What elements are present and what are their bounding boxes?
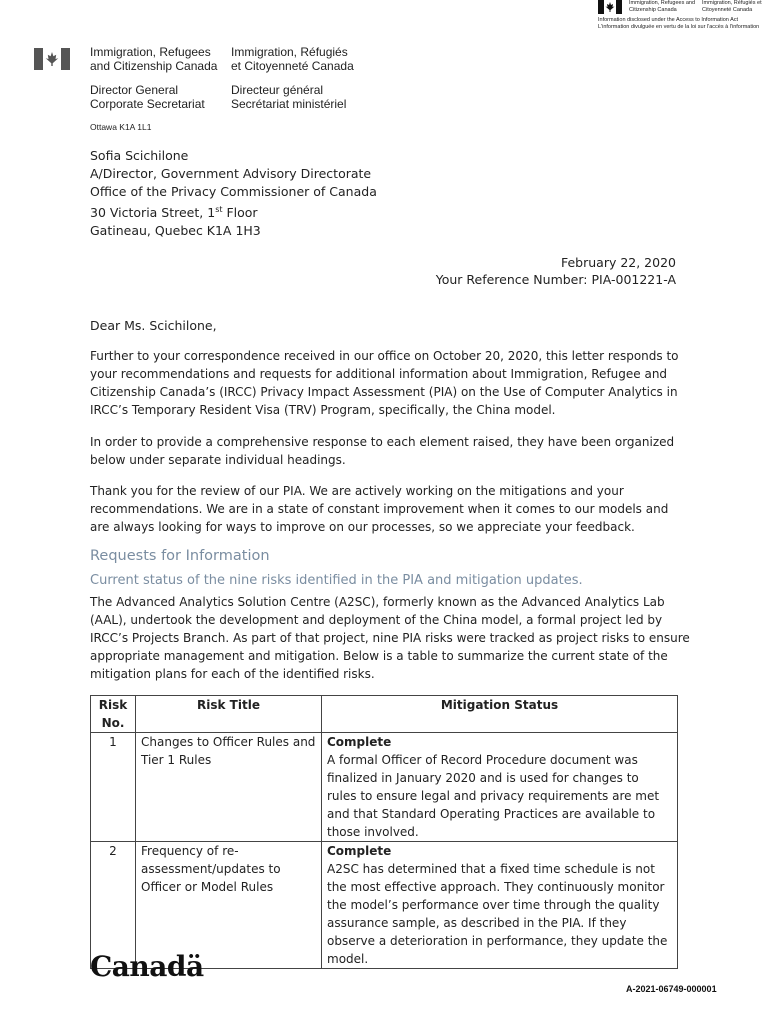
risk-table — [90, 695, 678, 969]
recipient-title: A/Director, Government Advisory Directorate — [90, 166, 372, 181]
table-header-row — [91, 696, 678, 733]
header-risk-no: Risk No. — [91, 696, 136, 733]
stamp-notice-en: Information disclosed under the Access to Information Act — [598, 17, 739, 23]
risk-number: 1 — [91, 733, 136, 842]
salutation: Dear Ms. Scichilone, — [90, 318, 217, 333]
risk-mitigation — [322, 733, 678, 842]
letterhead-city: Ottawa K1A 1L1 — [90, 122, 152, 132]
letterhead-dept-en: Immigration, Refugees and Citizenship Canada — [90, 45, 218, 73]
letter-date: February 22, 2020 — [560, 255, 676, 270]
letterhead-office-en: Director General Corporate Secretariat — [90, 83, 205, 111]
risk-title: Frequency of re-assessment/updates to Officer or Model Rules — [136, 842, 322, 969]
paragraph-organization: In order to provide a comprehensive response to each element raised, they have been organized below under separate individual headings. — [90, 435, 675, 467]
status-label: Complete — [327, 735, 392, 749]
table-row — [91, 733, 678, 842]
risk-title: Changes to Officer Rules and Tier 1 Rules — [136, 733, 322, 842]
stamp-notice-fr: L'information divulguée en vertu de la loi sur l'accès à l'information — [598, 24, 760, 30]
recipient-street: 30 Victoria Street, 1st Floor — [90, 205, 258, 221]
canada-flag-icon — [34, 48, 70, 70]
header-mitigation-status: Mitigation Status — [322, 696, 678, 733]
section-heading: Requests for Information — [90, 548, 270, 564]
recipient-name: Sofia Scichilone — [90, 148, 189, 163]
letterhead-office-fr: Directeur général Secrétariat ministériel — [231, 83, 347, 111]
status-detail: A formal Officer of Record Procedure document was finalized in January 2020 and is used for changes to rules to ensure legal and privacy requirements are met and that Standard Operating Practices are available to those involved. — [327, 753, 660, 839]
status-label: Complete — [327, 844, 392, 858]
risk-number: 2 — [91, 842, 136, 969]
stamp-dept-fr: Immigration, Réfugiés et Citoyenneté Canada — [702, 0, 762, 13]
paragraph-a2sc: The Advanced Analytics Solution Centre (A2SC), formerly known as the Advanced Analytics Lab (AAL), undertook the development and deployment of the China model, a formal project led by IRCC’s Projects Branch. As part of that project, nine PIA risks were tracked as project risks to ensure appropriate management and mitigation. Below is a table to summarize the current state of the mitigation plans for each of the identified risks. — [90, 595, 690, 681]
risk-mitigation — [322, 842, 678, 969]
status-detail: A2SC has determined that a fixed time schedule is not the most effective approach. They continuously monitor the model’s performance over time through the quality assurance sample, as described in the PIA. If they observe a deterioration in performance, they update the model. — [327, 862, 668, 966]
recipient-city: Gatineau, Quebec K1A 1H3 — [90, 223, 261, 239]
document-number: A-2021-06749-000001 — [626, 984, 717, 994]
letterhead-dept-fr: Immigration, Réfugiés et Citoyenneté Canada — [231, 45, 354, 73]
paragraph-thanks: Thank you for the review of our PIA. We are actively working on the mitigations and your recommendations. We are in a state of constant improvement when it comes to our models and are always looking for ways to improve on our processes, so we appreciate your feedback. — [90, 484, 669, 534]
canada-wordmark: Canadä — [90, 950, 204, 983]
recipient-office: Office of the Privacy Commissioner of Canada — [90, 184, 377, 199]
stamp-dept-en: Immigration, Refugees and Citizenship Canada — [629, 0, 696, 13]
paragraph-intro: Further to your correspondence received in our office on October 20, 2020, this letter responds to your recommendations and requests for additional information about Immigration, Refugee and Citizenship Canada’s (IRCC) Privacy Impact Assessment (PIA) on the Use of Computer Analytics in IRCC’s Temporary Resident Visa (TRV) Program, specifically, the China model. — [90, 349, 679, 417]
recipient-address — [90, 147, 377, 240]
header-risk-title: Risk Title — [136, 696, 322, 733]
stamp-flag-icon — [598, 0, 622, 14]
subsection-heading: Current status of the nine risks identified in the PIA and mitigation updates. — [90, 573, 583, 588]
reference-number: Your Reference Number: PIA-001221-A — [435, 272, 676, 287]
